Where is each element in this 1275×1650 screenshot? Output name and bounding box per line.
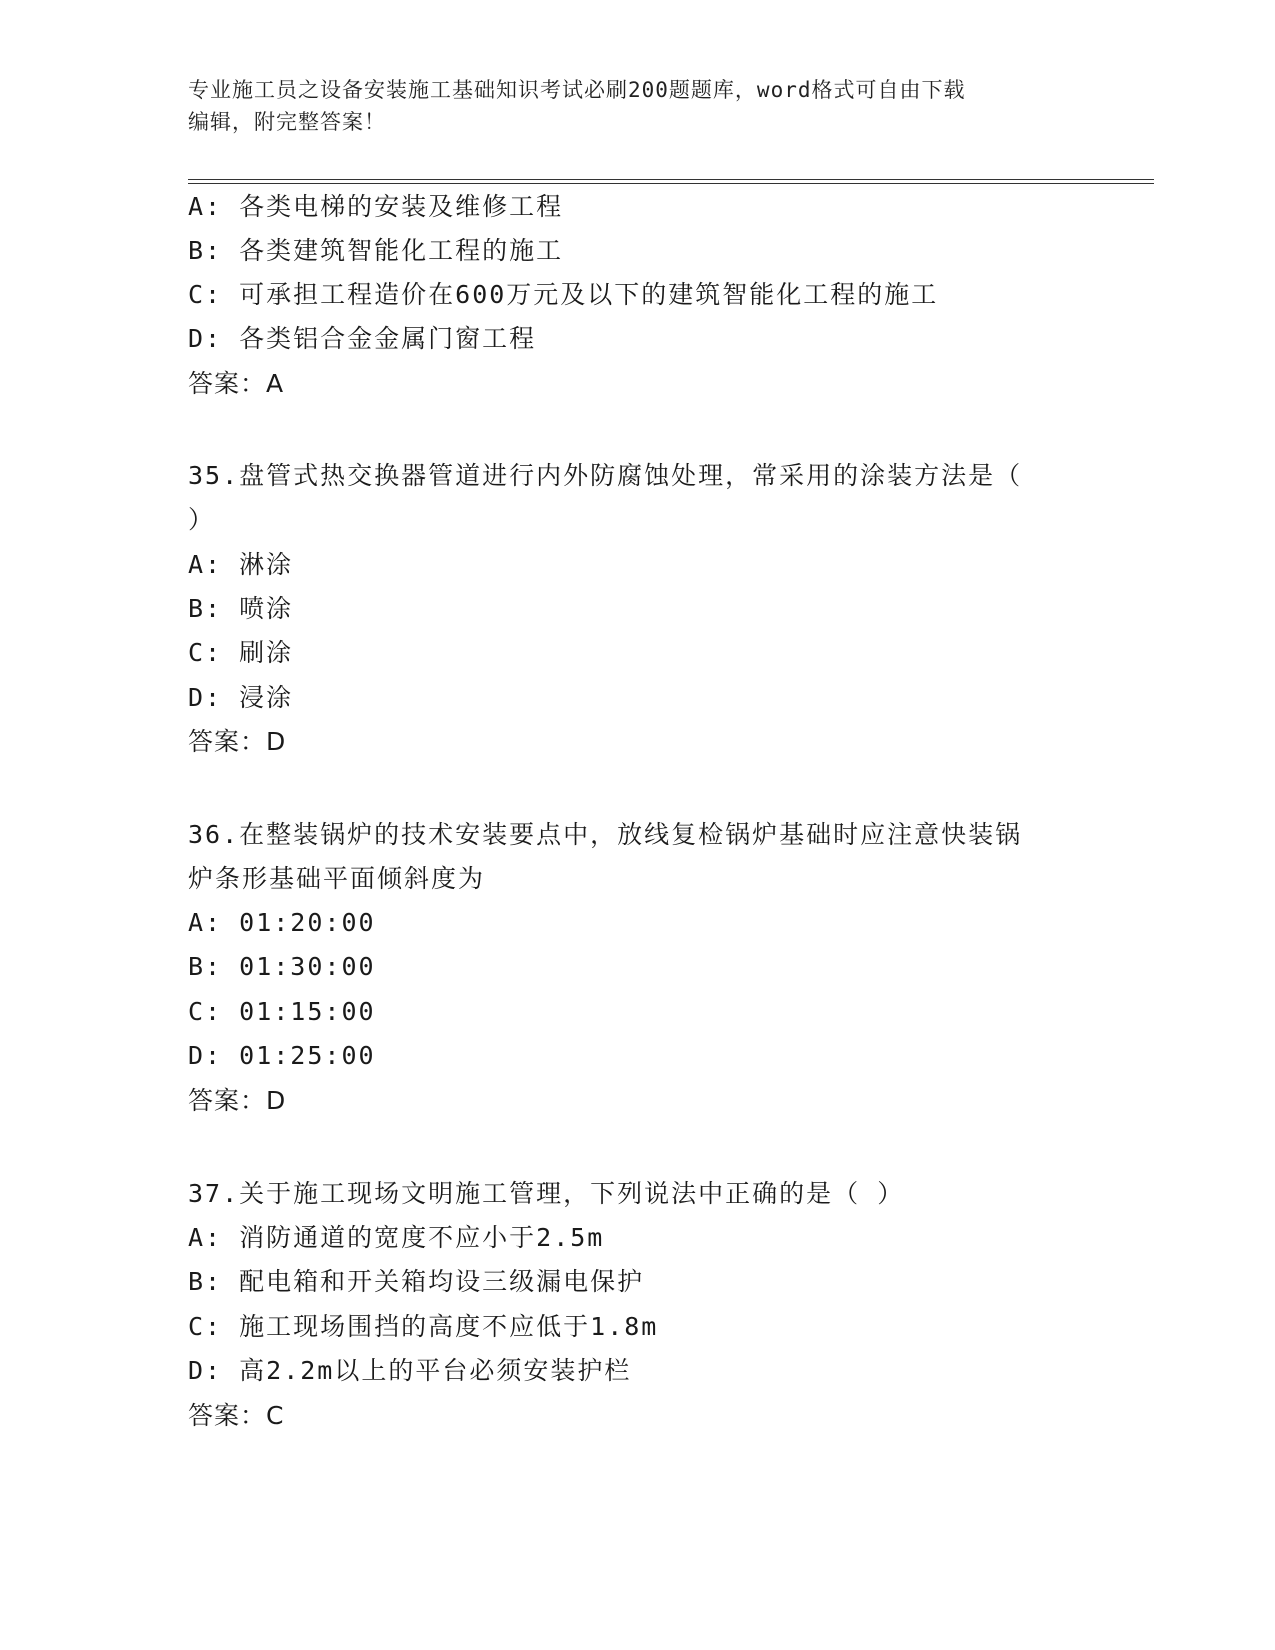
q34-option-a: A: 各类电梯的安装及维修工程 [188,192,564,221]
q37-option-c: C: 施工现场围挡的高度不应低于1.8m [188,1312,659,1341]
q37-stem-line-1: 37.关于施工现场文明施工管理，下列说法中正确的是（ ） [188,1179,905,1208]
header-line-1: 专业施工员之设备安装施工基础知识考试必刷200题题库，word格式可自由下载 [188,78,966,102]
q37-option-b: B: 配电箱和开关箱均设三级漏电保护 [188,1267,645,1296]
header-divider-bottom [188,183,1154,184]
q36-stem-line-1: 36.在整装锅炉的技术安装要点中，放线复检锅炉基础时应注意快装锅 [188,820,1023,849]
header-divider-top [188,179,1154,180]
q34-option-d: D: 各类铝合金金属门窗工程 [188,324,537,353]
q35-stem-line-1: 35.盘管式热交换器管道进行内外防腐蚀处理，常采用的涂装方法是（ [188,461,1023,490]
q36-option-b: B: 01:30:00 [188,952,376,981]
q34-option-b: B: 各类建筑智能化工程的施工 [188,236,564,265]
q37-answer: 答案：C [188,1401,285,1430]
header-line-2: 编辑，附完整答案！ [188,110,386,134]
q34-option-c: C: 可承担工程造价在600万元及以下的建筑智能化工程的施工 [188,280,939,309]
q35-option-b: B: 喷涂 [188,594,294,623]
q36-option-a: A: 01:20:00 [188,908,376,937]
q35-answer: 答案：D [188,727,287,756]
q35-option-d: D: 浸涂 [188,683,294,712]
q36-option-d: D: 01:25:00 [188,1041,376,1070]
q37-option-a: A: 消防通道的宽度不应小于2.5m [188,1223,605,1252]
q37-option-d: D: 高2.2m以上的平台必须安装护栏 [188,1356,632,1385]
q35-option-c: C: 刷涂 [188,638,294,667]
q36-option-c: C: 01:15:00 [188,997,376,1026]
q35-stem-line-2: ） [188,505,216,534]
q35-option-a: A: 淋涂 [188,550,294,579]
q36-stem-line-2: 炉条形基础平面倾斜度为 [188,864,486,893]
q34-answer: 答案：A [188,369,285,398]
q36-answer: 答案：D [188,1086,287,1115]
document-header [188,74,1088,138]
